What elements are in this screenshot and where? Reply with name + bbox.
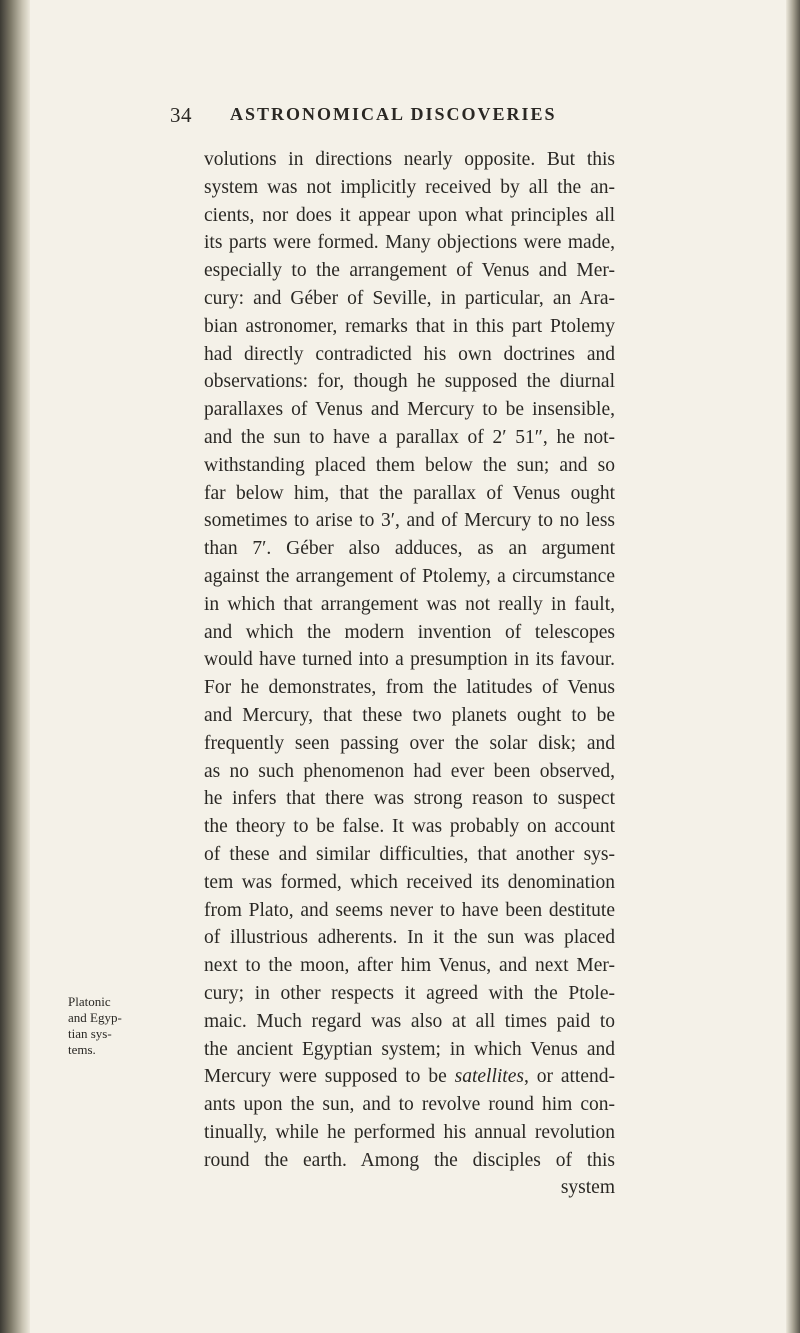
text-line: observations: for, though he supposed the diurnal — [204, 371, 615, 393]
text-line: cients, nor does it appear upon what principles all — [204, 204, 615, 226]
text-line: from Plato, and seems never to have been destitute — [204, 899, 615, 921]
text-line: system was not implicitly received by all the an- — [204, 176, 615, 198]
text-line: For he demonstrates, from the latitudes of Venus — [204, 677, 615, 699]
body-text — [204, 146, 615, 1202]
text-line: than 7′. Géber also adduces, as an argument — [204, 538, 615, 560]
text-line: the ancient Egyptian system; in which Venus and — [204, 1038, 615, 1060]
text-line: its parts were formed. Many objections were made, — [204, 232, 615, 254]
text-line: round the earth. Among the disciples of this — [204, 1149, 615, 1171]
text-line: against the arrangement of Ptolemy, a circumstance — [204, 565, 615, 587]
text-line: and the sun to have a parallax of 2′ 51″, he not- — [204, 426, 615, 448]
text-line: frequently seen passing over the solar disk; and — [204, 732, 615, 754]
text-line: Mercury were supposed to be satellites, or attend- — [204, 1066, 615, 1088]
text-line: and Mercury, that these two planets ought to be — [204, 704, 615, 726]
marginal-note — [68, 994, 158, 1058]
text-line: parallaxes of Venus and Mercury to be insensible, — [204, 399, 615, 421]
text-line: next to the moon, after him Venus, and next Mer- — [204, 955, 615, 977]
text-line: especially to the arrangement of Venus and Mer- — [204, 260, 615, 282]
text-line: volutions in directions nearly opposite. But this — [204, 149, 615, 170]
text-line: of illustrious adherents. In it the sun was placed — [204, 927, 615, 949]
text-line: ants upon the sun, and to revolve round him con- — [204, 1094, 615, 1116]
book-spine-shadow — [0, 0, 30, 1333]
text-line: had directly contradicted his own doctrines and — [204, 343, 615, 365]
text-line: in which that arrangement was not really in fault, — [204, 593, 615, 615]
marginal-note-line: tems. — [68, 1042, 96, 1057]
marginal-note-line: tian sys- — [68, 1026, 112, 1041]
text-line: bian astronomer, remarks that in this part Ptolemy — [204, 315, 615, 337]
running-head: ASTRONOMICAL DISCOVERIES — [230, 104, 557, 124]
text-line: cury; in other respects it agreed with the Ptole- — [204, 982, 615, 1004]
text-line: far below him, that the parallax of Venus ought — [204, 482, 615, 504]
text-line: tinually, while he performed his annual revolution — [204, 1121, 615, 1143]
page-header — [170, 103, 590, 133]
text-line: tem was formed, which received its denomination — [204, 871, 615, 893]
page-edge-shadow — [786, 0, 800, 1333]
text-line: withstanding placed them below the sun; and so — [204, 454, 615, 476]
text-line: as no such phenomenon had ever been observed, — [204, 760, 615, 782]
marginal-note-line: and Egyp- — [68, 1010, 122, 1025]
text-line: and which the modern invention of telescopes — [204, 621, 615, 643]
page-number: 34 — [170, 103, 192, 127]
text-line: would have turned into a presumption in its favour. — [204, 649, 615, 671]
text-line: maic. Much regard was also at all times paid to — [204, 1010, 615, 1032]
text-line: sometimes to arise to 3′, and of Mercury to no less — [204, 510, 615, 532]
text-line: cury: and Géber of Seville, in particular, an Ara- — [204, 287, 615, 309]
text-line: he infers that there was strong reason to suspect — [204, 788, 615, 810]
catchword: system — [560, 1177, 615, 1199]
text-line: the theory to be false. It was probably on account — [204, 816, 615, 838]
text-line: of these and similar difficulties, that another sys- — [204, 843, 615, 865]
marginal-note-line: Platonic — [68, 994, 111, 1009]
